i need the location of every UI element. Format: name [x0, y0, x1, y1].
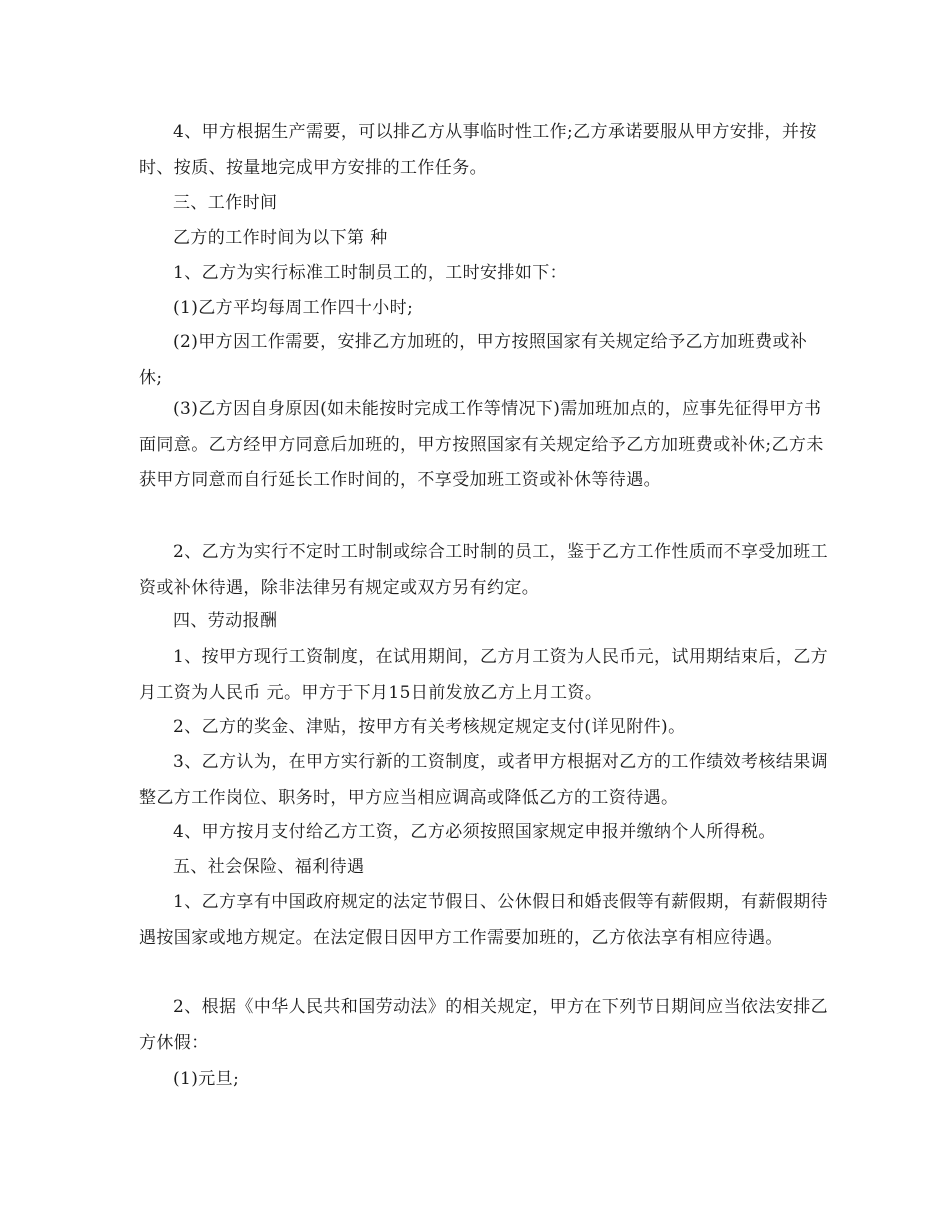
work-hours-type-line: 乙方的工作时间为以下第 种 — [173, 228, 388, 248]
clause-2-labor-law-holidays: 2、根据《中华人民共和国劳动法》的相关规定，甲方在下列节日期间应当依法安排乙方休假： — [139, 997, 829, 1053]
clause-2-bonus: 2、乙方的奖金、津贴，按甲方有关考核规定规定支付(详见附件)。 — [173, 717, 686, 737]
item-2-overtime-arranged: (2)甲方因工作需要，安排乙方加班的，甲方按照国家有关规定给予乙方加班费或补休; — [139, 332, 808, 388]
section-heading-remuneration: 四、劳动报酬 — [173, 611, 278, 631]
item-1-weekly-hours: (1)乙方平均每周工作四十小时; — [173, 298, 414, 318]
clause-3-salary-adjust: 3、乙方认为，在甲方实行新的工资制度，或者甲方根据对乙方的工作绩效考核结果调整乙方工作岗位、职务时，甲方应当相应调高或降低乙方的工资待遇。 — [139, 752, 829, 808]
clause-4-temporary-work: 4、甲方根据生产需要，可以排乙方从事临时性工作;乙方承诺要服从甲方安排，并按时、按质、按量地完成甲方安排的工作任务。 — [139, 122, 817, 178]
item-1-new-year: (1)元旦; — [173, 1069, 240, 1089]
section-heading-insurance: 五、社会保险、福利待遇 — [173, 857, 365, 877]
clause-2-flexible-hours: 2、乙方为实行不定时工时制或综合工时制的员工，鉴于乙方工作性质而不享受加班工资或补休待遇，除非法律另有规定或双方另有约定。 — [139, 542, 829, 598]
clause-1-salary: 1、按甲方现行工资制度，在试用期间，乙方月工资为人民币元，试用期结束后，乙方月工资为人民币 元。甲方于下月15日前发放乙方上月工资。 — [139, 647, 829, 703]
clause-1-standard-hours: 1、乙方为实行标准工时制员工的，工时安排如下： — [173, 263, 568, 283]
clause-4-monthly-pay: 4、甲方按月支付给乙方工资，乙方必须按照国家规定申报并缴纳个人所得税。 — [173, 822, 776, 842]
item-3-overtime-self: (3)乙方因自身原因(如未能按时完成工作等情况下)需加班加点的，应事先征得甲方书面同意。乙方经甲方同意后加班的，甲方按照国家有关规定给予乙方加班费或补休;乙方未获甲方同意而自行延长工作时间的，不享受加班工资或补休等待遇。 — [139, 399, 824, 490]
clause-1-holidays: 1、乙方享有中国政府规定的法定节假日、公休假日和婚丧假等有薪假期，有薪假期待遇按国家或地方规定。在法定假日因甲方工作需要加班的，乙方依法享有相应待遇。 — [139, 892, 829, 948]
section-heading-work-hours: 三、工作时间 — [173, 193, 278, 213]
